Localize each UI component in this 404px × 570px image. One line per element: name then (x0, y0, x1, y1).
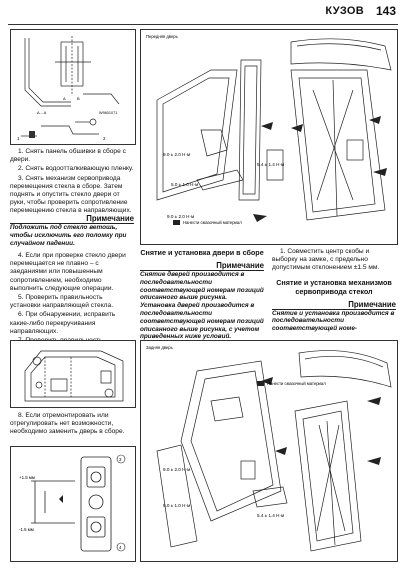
page-header (0, 0, 404, 22)
striker-drawing (11, 447, 135, 561)
label-part-number: W9601071 (99, 111, 118, 115)
door-removal-note-title: Примечание (216, 261, 264, 270)
figure-striker-adjustment (10, 446, 136, 562)
note-1-body: Подложить под стекло ветошь, чтобы исключить его поломку при случайном падении. (10, 224, 127, 247)
step-2: 2. Снять водоотталкивающую пленку. (18, 165, 134, 173)
label-minus-offset: -1.5 мм (19, 527, 34, 532)
note-1 (10, 214, 134, 247)
step-4: 4. Если при проверке стекло двери перемещается не плавно – с заеданиями или повышенным сопротивлением, необходимо выполнить следующие операции. (10, 252, 126, 292)
steps-block-3 (10, 412, 134, 438)
front-torque-4: 9.0 ± 2.0 Н·м (167, 214, 195, 219)
door-removal-note-body: Снятие дверей производится в последовательности соответствующей номерам позиций описанного выше рисунка. Установка дверей производится в последовательности соответствующей номерам позиций описанного выше рисунка, с учетом приведенных ниже условий. (140, 271, 264, 341)
front-torque-2: 5.4 ± 1.4 Н·м (257, 162, 285, 167)
label-b: B (77, 96, 80, 101)
steps-block-1 (10, 148, 134, 217)
figure-rear-door-exploded (140, 340, 398, 562)
section-glass-regulator (272, 248, 396, 333)
step-3: 3. Снять механизм сервопривода перемещения стекла в сборе. Затем поднять и опустить стекло двери от руки, чтобы проверить сопротивление перемещению стекла в направляющих. (10, 174, 132, 215)
front-door-exploded-drawing (141, 30, 397, 244)
label-callout-1: 1 (17, 136, 20, 141)
step-1: 1. Снять панель обшивки в сборе с двери. (10, 148, 126, 164)
step-8: 8. Если отремонтировать или отрегулировать нет возможности, необходимо заменить дверь в сборе. (10, 412, 125, 436)
step-6: 6. При обнаружении, исправить какие-либо перекручивания направляющих. (10, 311, 116, 335)
section-title: КУЗОВ (325, 5, 364, 17)
note-1-title: Примечание (86, 214, 134, 223)
label-a: A (63, 96, 66, 101)
glass-regulator-heading: Снятие и установка механизмов сервопривода стекол (276, 277, 392, 296)
glass-intro (272, 248, 396, 273)
section-door-removal (140, 248, 264, 341)
label-callout-4: 4 (119, 545, 122, 550)
front-grease-caption: Нанести смазочный материал (183, 220, 242, 225)
header-rule (8, 24, 398, 25)
glass-regulator-note-body: Снятие и установка производится в последовательности соответствующей номе- (272, 309, 395, 333)
figure-glass-guide (10, 29, 136, 145)
glass-guide-drawing (11, 30, 135, 144)
label-callout-3: 3 (119, 457, 122, 462)
rear-torque-1: 9.0 ± 2.0 Н·м (163, 467, 191, 472)
step-5: 5. Проверить правильность установки направляющей стекла. (10, 294, 114, 310)
figure-door-frame (10, 340, 136, 408)
rear-torque-3: 9.0 ± 1.0 Н·м (163, 503, 191, 508)
front-torque-3: 5.0 ± 1.0 Н·м (171, 182, 199, 187)
glass-regulator-note-title: Примечание (348, 299, 396, 309)
label-callout-2: 2 (103, 136, 106, 141)
front-door-caption: Передняя дверь (146, 34, 178, 39)
page-number: 143 (375, 4, 396, 18)
figure-front-door-exploded (140, 29, 398, 245)
front-torque-1: 9.0 ± 2.0 Н·м (163, 152, 191, 157)
rear-door-caption: Задняя дверь (146, 345, 173, 350)
rear-door-exploded-drawing (141, 341, 397, 561)
label-section-aa: A – A (37, 110, 47, 115)
door-frame-drawing (11, 341, 135, 407)
rear-torque-2: 5.4 ± 1.4 Н·м (257, 513, 285, 518)
glass-intro-text: 1. Совместить центр скобы и выборку на замке, с предельно допустимым отклонением ±1.5 мм. (272, 248, 380, 272)
label-plus-offset: +1.5 мм (19, 475, 35, 480)
rear-grease-caption: Нанести смазочный материал (267, 381, 326, 386)
door-removal-heading: Снятие и установка двери в сборе (140, 248, 264, 257)
